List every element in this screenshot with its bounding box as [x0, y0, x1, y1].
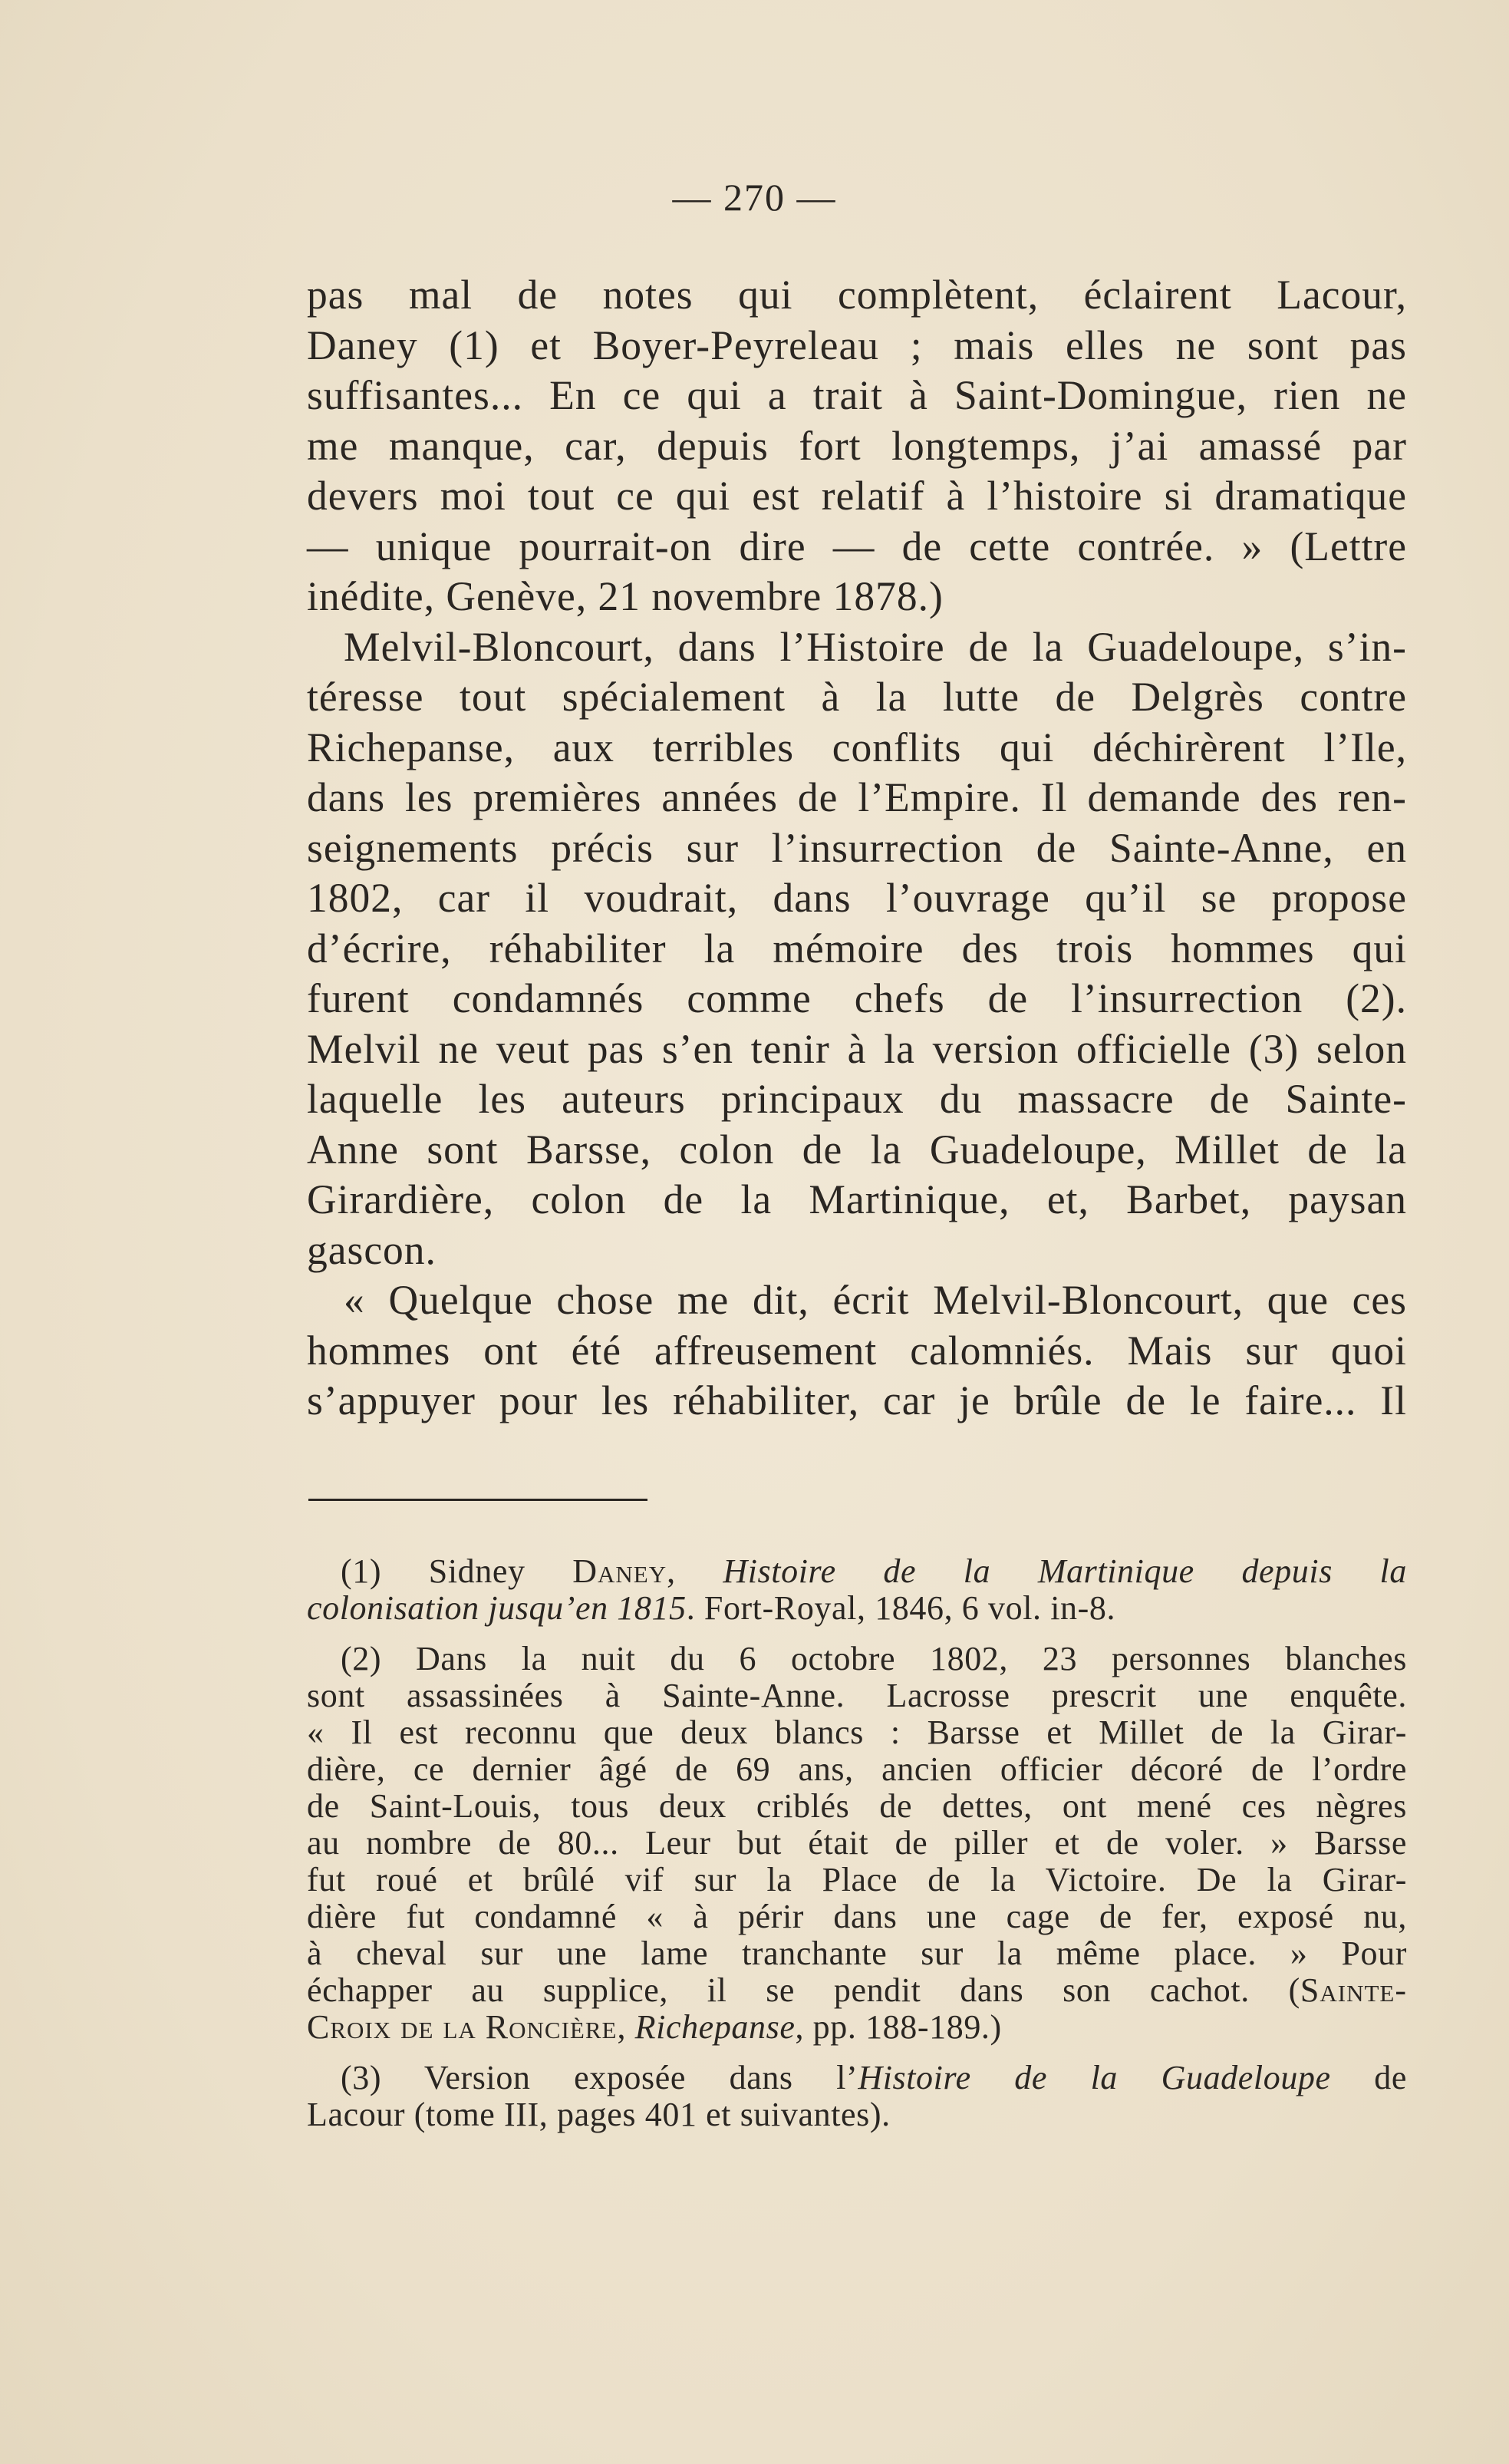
text-line: gascon.	[307, 1226, 437, 1273]
text-line: 1802, car il voudrait, dans l’ouvrage qu’il se propose	[307, 875, 1407, 921]
text-line: laquelle les auteurs principaux du massacre de Sainte-	[307, 1076, 1407, 1122]
book-title: colonisation jusqu’en 1815	[307, 1589, 687, 1627]
footnote-text: (3) Version exposée dans l’	[341, 2059, 858, 2096]
text-line: Melvil-Bloncourt, dans l’Histoire de la Guadeloupe, s’in-	[344, 623, 1407, 670]
text-line: suffisantes... En ce qui a trait à Saint-Domingue, rien ne	[307, 372, 1407, 418]
text-line: fut roué et brûlé vif sur la Place de la Victoire. De la Girar-	[307, 1861, 1407, 1898]
author-name: Croix de la Roncière	[307, 2008, 618, 2046]
text-line: Daney (1) et Boyer-Peyreleau ; mais elles ne sont pas	[307, 322, 1407, 368]
text-line: me manque, car, depuis fort longtemps, j’ai amassé par	[307, 422, 1407, 469]
text-line: sont assassinées à Sainte-Anne. Lacrosse prescrit une enquête.	[307, 1677, 1407, 1714]
book-title: Histoire de la Guadeloupe	[858, 2059, 1331, 2096]
footnote-text: , pp. 188-189.)	[795, 2008, 1002, 2046]
text-line: dans les premières années de l’Empire. Il demande des ren-	[307, 774, 1407, 820]
footnote-2	[307, 1641, 1407, 2046]
text-line	[307, 1972, 1407, 2009]
book-title: Richepanse	[634, 2008, 796, 2046]
text-line: dière fut condamné « à périr dans une cage de fer, exposé nu,	[307, 1898, 1407, 1935]
footnote-1	[307, 1553, 1407, 1627]
footnote-separator	[308, 1499, 647, 1501]
paragraph-3	[307, 1275, 1407, 1427]
book-title: Histoire de la Martinique depuis la	[723, 1552, 1407, 1590]
text-line: Richepanse, aux terribles conflits qui déchirèrent l’Ile,	[307, 724, 1407, 770]
text-line: « Quelque chose me dit, écrit Melvil-Bloncourt, que ces	[344, 1277, 1407, 1323]
footnote-text: échapper au supplice, il se pendit dans son cachot. (	[307, 1971, 1300, 2009]
author-name: Daney	[572, 1552, 667, 1590]
footnote-text: de	[1330, 2059, 1407, 2096]
text-line: dière, ce dernier âgé de 69 ans, ancien officier décoré de l’ordre	[307, 1750, 1407, 1788]
text-line: seignements précis sur l’insurrection de Sainte-Anne, en	[307, 824, 1407, 871]
text-line: au nombre de 80... Leur but était de piller et de voler. » Barsse	[307, 1824, 1407, 1862]
text-line: (2) Dans la nuit du 6 octobre 1802, 23 personnes blanches	[341, 1640, 1407, 1677]
footnote-3	[307, 2060, 1407, 2133]
paragraph-2	[307, 622, 1407, 1276]
text-line: Melvil ne veut pas s’en tenir à la version officielle (3) selon	[307, 1025, 1407, 1072]
footnote-text: (1) Sidney	[341, 1552, 573, 1590]
text-line: Anne sont Barsse, colon de la Guadeloupe, Millet de la	[307, 1126, 1407, 1173]
footnote-text: . Fort-Royal, 1846, 6 vol. in-8.	[686, 1589, 1116, 1627]
text-line: Lacour (tome III, pages 401 et suivantes).	[307, 2096, 891, 2133]
text-line: d’écrire, réhabiliter la mémoire des trois hommes qui	[307, 925, 1407, 971]
text-line	[307, 2009, 1407, 2046]
body-text	[307, 270, 1407, 1427]
paragraph-1	[307, 270, 1407, 622]
text-line: à cheval sur une lame tranchante sur la même place. » Pour	[307, 1935, 1407, 1972]
text-line: « Il est reconnu que deux blancs : Barsse et Millet de la Girar-	[307, 1714, 1407, 1751]
text-line: téresse tout spécialement à la lutte de Delgrès contre	[307, 674, 1407, 720]
text-line: Girardière, colon de la Martinique, et, Barbet, paysan	[307, 1176, 1407, 1222]
text-line: hommes ont été affreusement calomniés. Mais sur quoi	[307, 1327, 1407, 1374]
text-line: devers moi tout ce qui est relatif à l’histoire si dramatique	[307, 473, 1407, 519]
footnote-text: ,	[617, 2008, 635, 2046]
footnote-text: ,	[667, 1552, 723, 1590]
text-line: — unique pourrait-on dire — de cette contrée. » (Lettre	[307, 523, 1407, 569]
text-line: s’appuyer pour les réhabiliter, car je brûle de le faire... Il	[307, 1377, 1407, 1423]
page-number: — 270 —	[672, 176, 837, 219]
text-line: inédite, Genève, 21 novembre 1878.)	[307, 573, 944, 619]
text-line	[307, 1553, 1407, 1590]
text-line: pas mal de notes qui complètent, éclairent Lacour,	[307, 272, 1407, 318]
text-line	[307, 2060, 1407, 2096]
text-line: furent condamnés comme chefs de l’insurrection (2).	[307, 975, 1407, 1021]
text-line: de Saint-Louis, tous deux criblés de dettes, ont mené ces nègres	[307, 1787, 1407, 1825]
author-name: Sainte-	[1300, 1971, 1407, 2009]
footnotes	[307, 1553, 1407, 2147]
text-line	[307, 1590, 1407, 1627]
